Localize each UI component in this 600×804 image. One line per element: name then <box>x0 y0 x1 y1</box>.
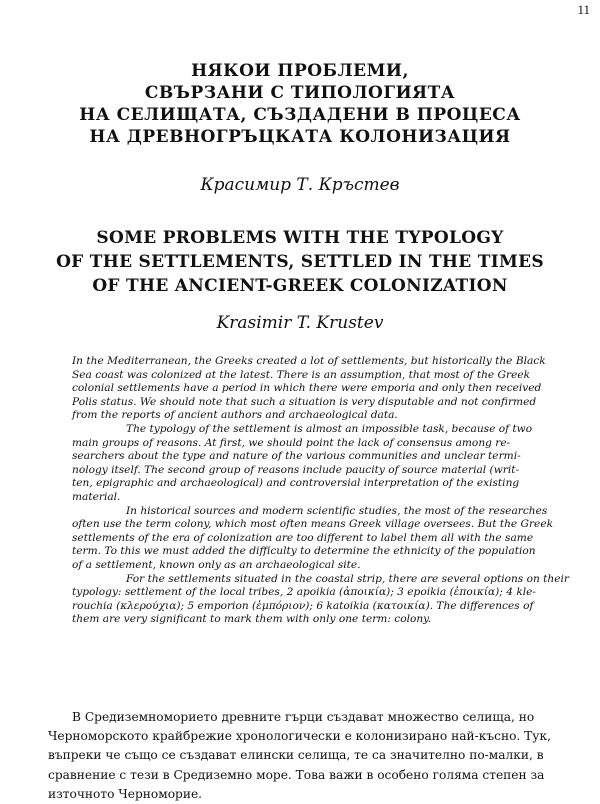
abstract-line: rouchia (κλερούχια); 5 emporion (ἐμπόριον); 6 katoikia (κατοικία). The differences of <box>72 599 534 612</box>
abstract-line: Polis status. We should note that such a situation is very disputable and not confirmed <box>72 395 537 408</box>
body-line: въпреки че също се създават елински селища, те са значително по-малки, в <box>48 748 544 763</box>
abstract-line: The typology of the settlement is almost an impossible task, because of two <box>126 422 533 435</box>
abstract-line: them are very significant to mark them with only one term: colony. <box>72 613 432 626</box>
page-number: 11 <box>577 2 590 17</box>
title-en-line: OF THE ANCIENT-GREEK COLONIZATION <box>92 276 508 296</box>
abstract-line: In the Mediterranean, the Greeks created a lot of settlements, but historically the Black <box>72 355 546 367</box>
title-bg-line: НА СЕЛИЩАТА, СЪЗДАДЕНИ В ПРОЦЕСА <box>79 105 521 125</box>
author-bulgarian: Красимир Т. Кръстев <box>200 175 400 195</box>
author-english: Krasimir T. Krustev <box>216 313 384 333</box>
abstract-line: typology: settlement of the local tribes, 2 apoikia (ἀποικία); 3 epoikia (ἐποικία); 4 kle- <box>72 586 536 599</box>
abstract-line: ten, epigraphic and archaeological) and controversial interpretation of the existing <box>72 477 520 490</box>
body-line: Черноморското крайбрежие хронологически е колонизирано най-късно. Тук, <box>48 729 551 744</box>
body-line: В Средиземноморието древните гърци създават множество селища, но <box>72 710 535 724</box>
abstract-line: from the reports of ancient authors and archaeological data. <box>72 409 398 422</box>
title-english <box>0 226 600 298</box>
abstract-line: settlements of the era of colonization are too different to label them all with the same <box>72 531 534 544</box>
abstract-line: searchers about the type and nature of the various communities and unclear termi- <box>72 450 521 463</box>
abstract-line: For the settlements situated in the coastal strip, there are several options on their <box>126 572 569 585</box>
abstract-line: often use the term colony, which most often means Greek village oversees. But the Greek <box>72 518 554 531</box>
abstract-line: Sea coast was colonized at the latest. There is an assumption, that most of the Greek <box>72 368 531 381</box>
abstract-line: term. To this we must added the difficulty to determine the ethnicity of the population <box>72 545 536 558</box>
title-en-line: SOME PROBLEMS WITH THE TYPOLOGY <box>96 228 504 248</box>
body-paragraph <box>48 708 600 804</box>
title-bg-line: СВЪРЗАНИ С ТИПОЛОГИЯТА <box>144 83 456 103</box>
abstract-line: In historical sources and modern scientific studies, the most of the researches <box>126 504 548 517</box>
body-line: сравнение с тези в Средиземно море. Това важи в особено голяма степен за <box>48 767 545 782</box>
body-line: източното Черноморие. <box>48 786 203 801</box>
title-bulgarian <box>0 60 600 148</box>
abstract-line: nology itself. The second group of reasons include paucity of source material (writ- <box>72 463 520 476</box>
title-bg-line: НА ДРЕВНОГРЪЦКАТА КОЛОНИЗАЦИЯ <box>89 127 511 147</box>
abstract <box>72 355 600 627</box>
abstract-line: material. <box>72 490 121 503</box>
title-en-line: OF THE SETTLEMENTS, SETTLED IN THE TIMES <box>56 252 544 272</box>
abstract-line: colonial settlements have a period in which there were emporia and only then received <box>72 382 542 395</box>
abstract-line: of a settlement, known only as an archaeological site. <box>72 558 361 571</box>
title-bg-line: НЯКОИ ПРОБЛЕМИ, <box>191 61 409 81</box>
abstract-line: main groups of reasons. At first, we should point the lack of consensus among re- <box>72 436 511 449</box>
